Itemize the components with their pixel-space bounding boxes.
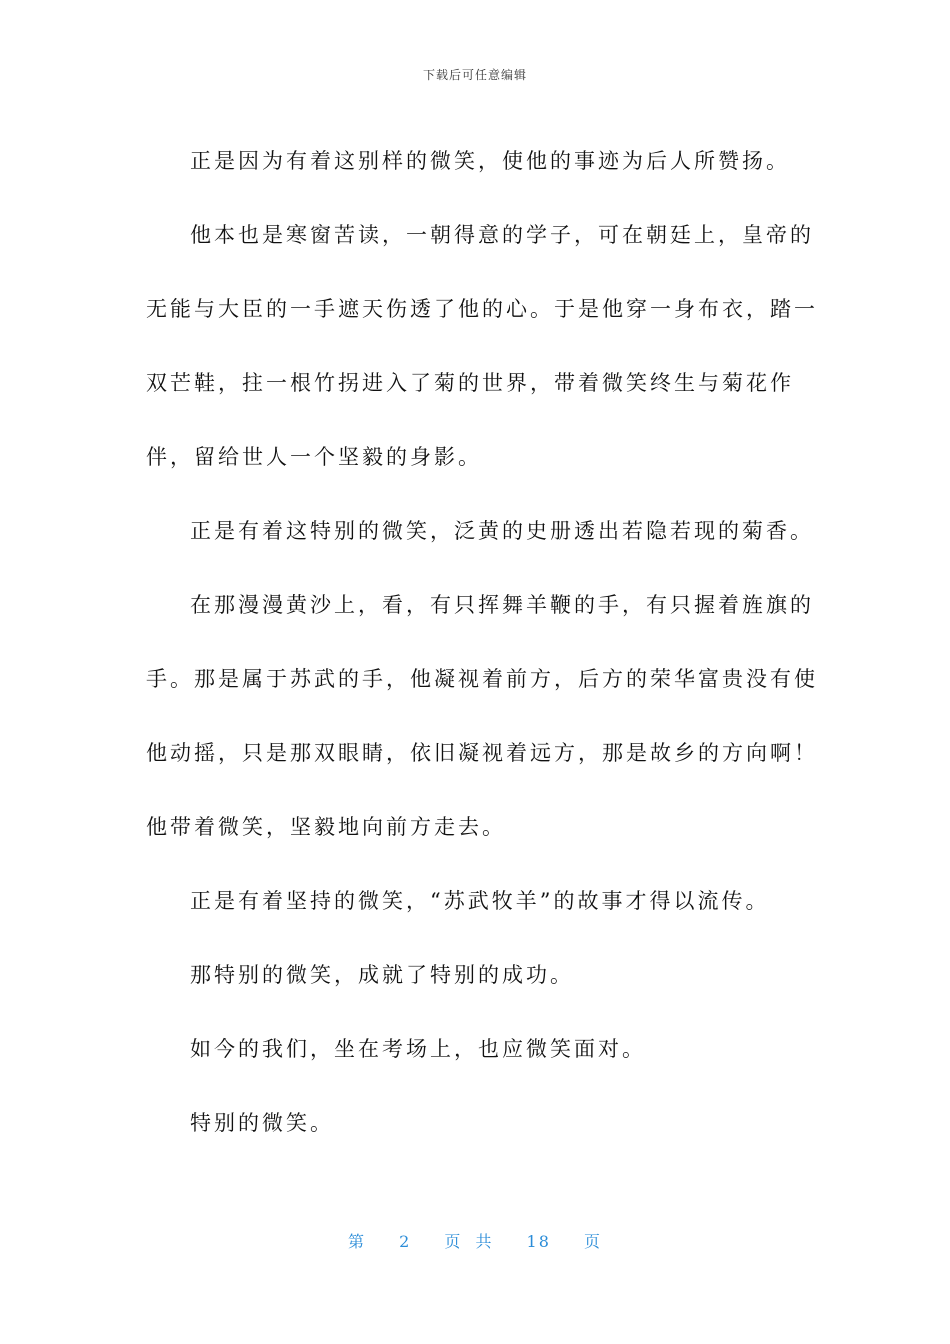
paragraph-6: 那特别的微笑，成就了特别的成功。: [190, 963, 574, 987]
document-body: [146, 124, 826, 1160]
page-header: 下载后可任意编辑: [422, 68, 527, 82]
page-footer: [0, 1229, 950, 1252]
paragraph-5: 正是有着坚持的微笑，“苏武牧羊”的故事才得以流传。: [190, 889, 770, 913]
footer-label-ye-gong: 页 共: [444, 1232, 494, 1251]
paragraph-3: 正是有着这特别的微笑，泛黄的史册透出若隐若现的菊香。: [190, 519, 814, 543]
footer-page-current: 2: [399, 1232, 412, 1251]
footer-label-ye: 页: [584, 1232, 603, 1251]
paragraph-4: 在那漫漫黄沙上，看，有只挥舞羊鞭的手，有只握着旌旗的手。那是属于苏武的手，他凝视着前方，后方的荣华富贵没有使他动摇，只是那双眼睛，依旧凝视着远方，那是故乡的方向啊！他带着微笑，坚毅地向前方走去。: [146, 593, 818, 839]
paragraph-2: 他本也是寒窗苦读，一朝得意的学子，可在朝廷上，皇帝的无能与大臣的一手遮天伤透了他的心。于是他穿一身布衣，踏一双芒鞋，拄一根竹拐进入了菊的世界，带着微笑终生与菊花作伴，留给世人一个坚毅的身影。: [146, 223, 818, 469]
paragraph-1: 正是因为有着这别样的微笑，使他的事迹为后人所赞扬。: [190, 149, 790, 173]
footer-page-total: 18: [526, 1232, 551, 1251]
paragraph-7: 如今的我们，坐在考场上，也应微笑面对。: [190, 1037, 646, 1061]
paragraph-8: 特别的微笑。: [190, 1111, 334, 1135]
footer-label-di: 第: [347, 1232, 366, 1251]
